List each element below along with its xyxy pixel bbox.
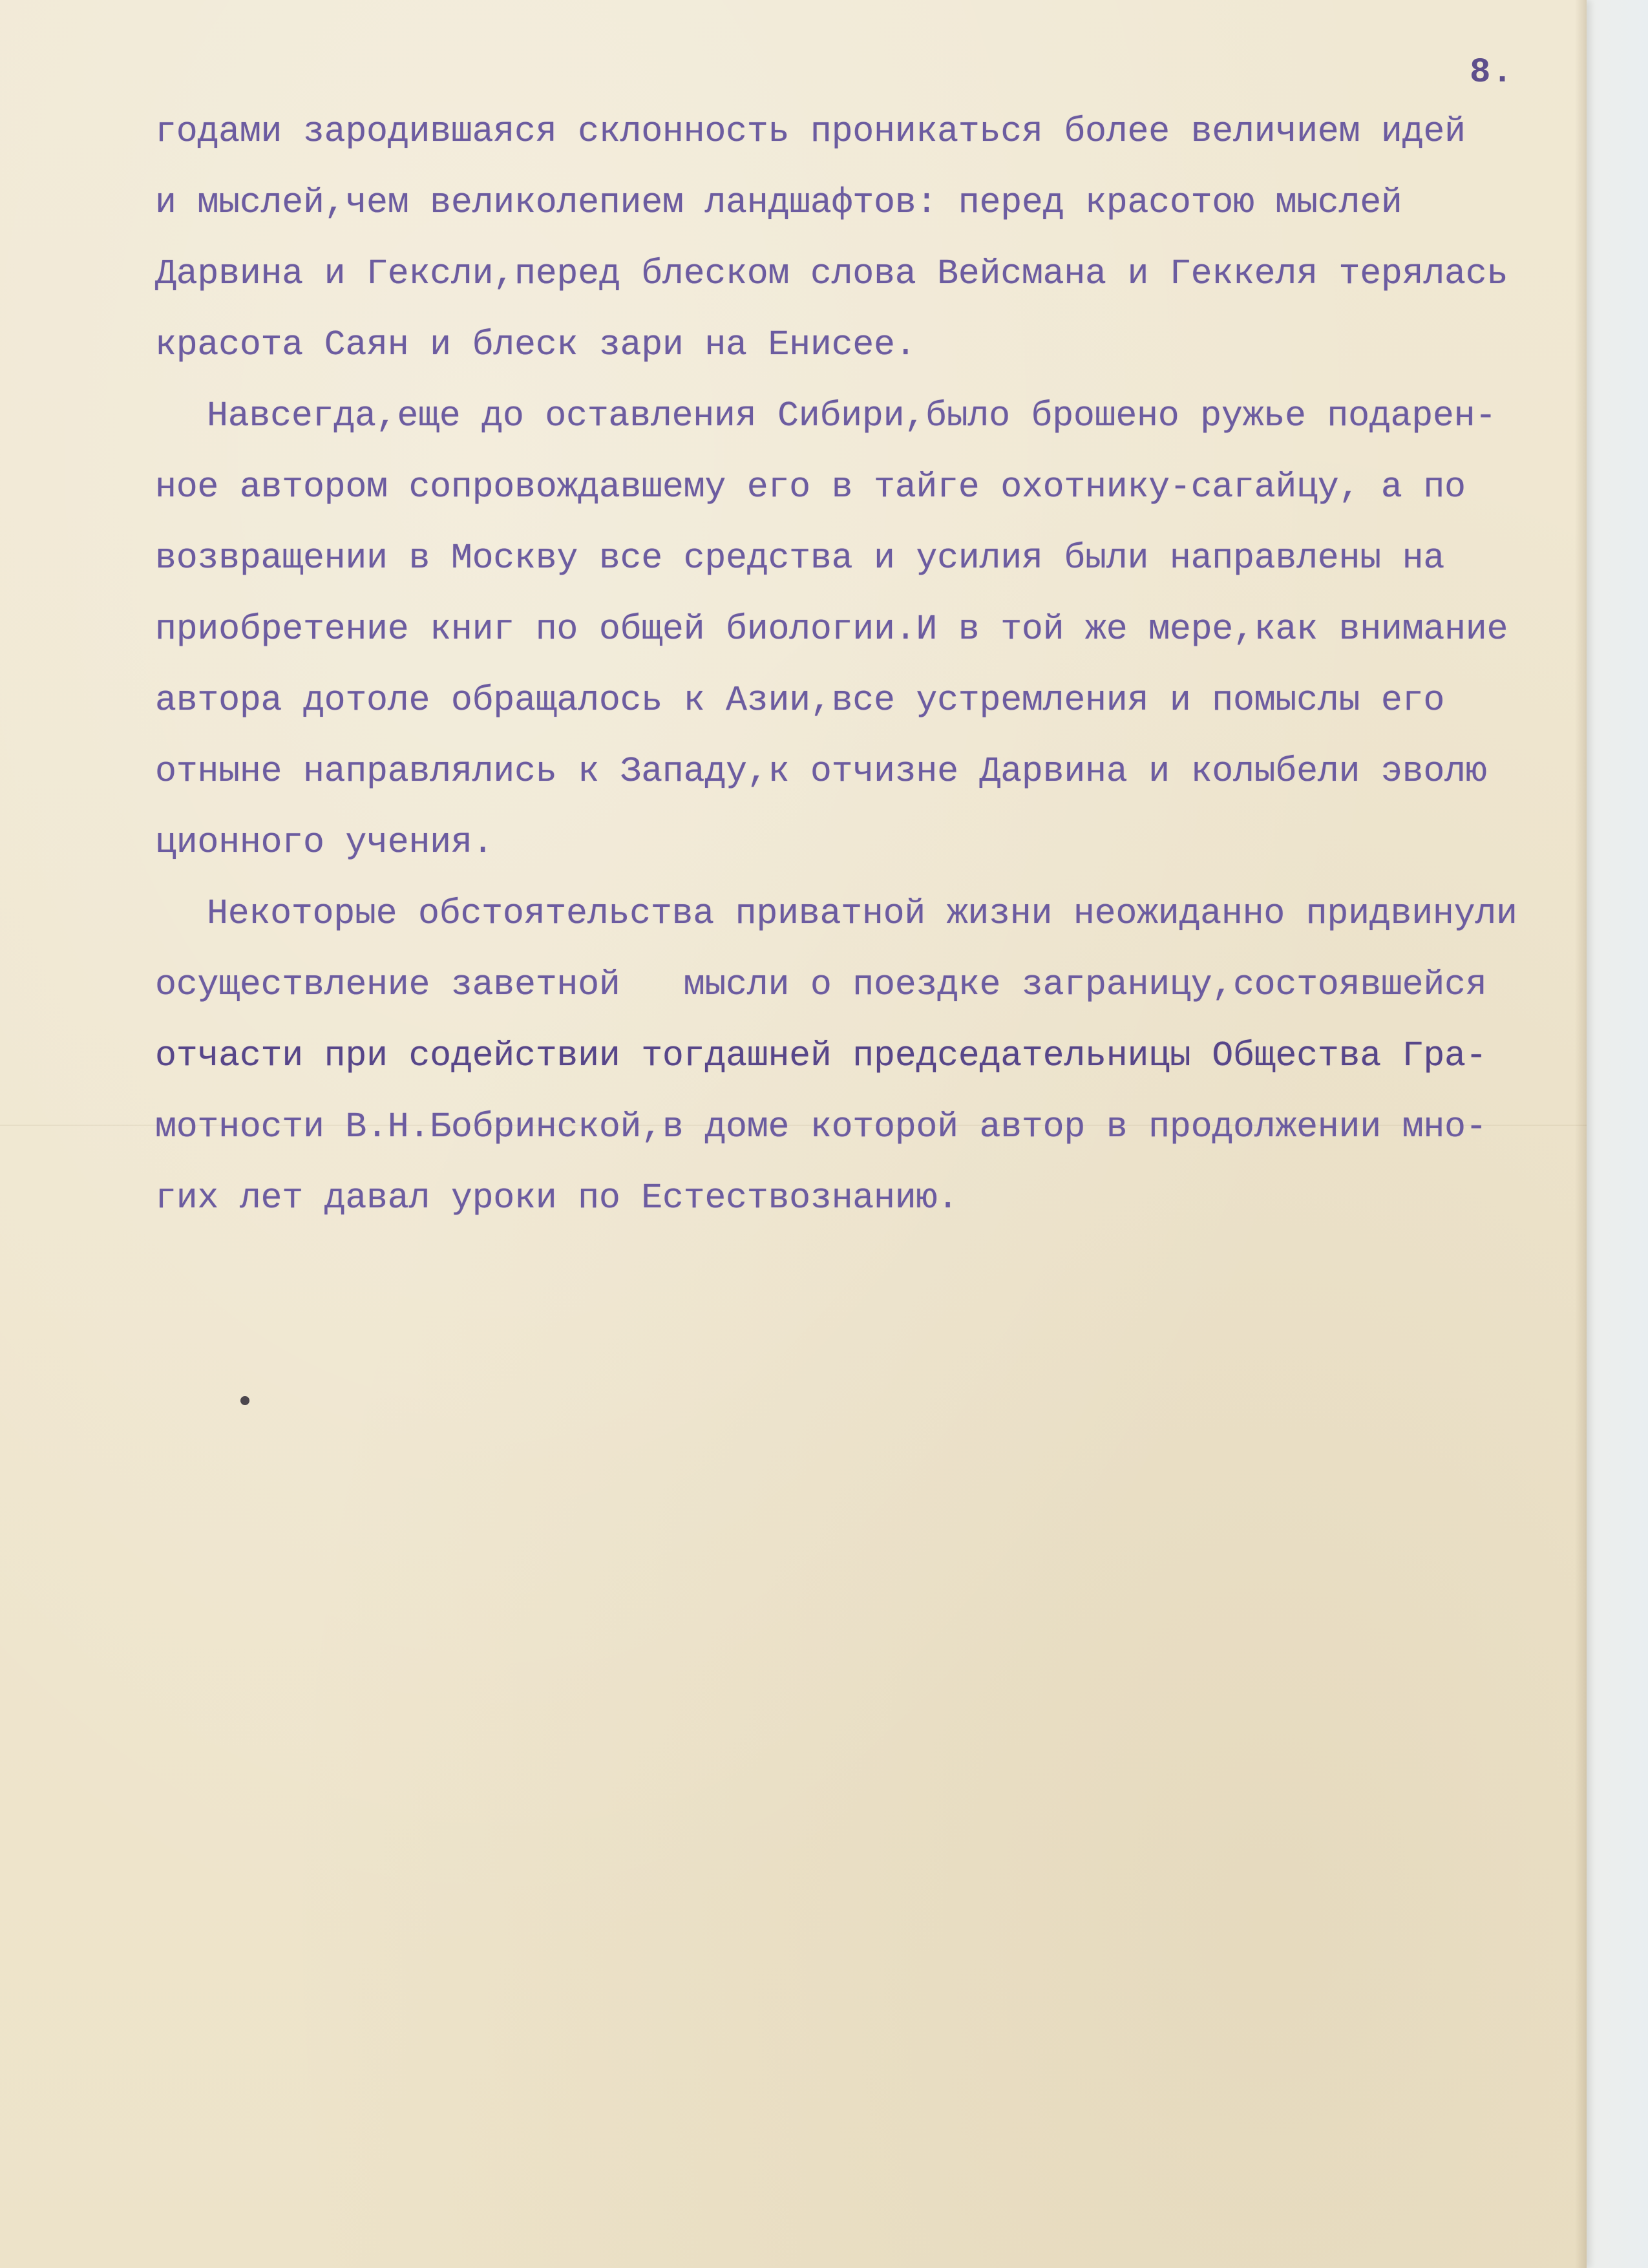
text-line-13: осуществление заветной мысли о поездке заграницу,состоявшейся [155, 964, 1487, 1005]
text-line-15: мотности В.Н.Бобринской,в доме которой автор в продолжении мно- [155, 1106, 1487, 1147]
text-line-1: годами зародившаяся склонность проникаться более величием идей [155, 111, 1466, 152]
text-line-10: отныне направлялись к Западу,к отчизне Дарвина и колыбели эволю [155, 750, 1487, 792]
ink-dot [240, 1396, 249, 1405]
text-line-2: и мыслей,чем великолепием ландшафтов: перед красотою мыслей [155, 182, 1402, 223]
text-line-6: ное автором сопровождавшему его в тайге охотнику-сагайцу, а по [155, 466, 1466, 507]
paragraph-3-first-line: Некоторые обстоятельства приватной жизни неожиданно придвинули [207, 893, 1517, 934]
text-line-14: отчасти при содействии тогдашней председательницы Общества Гра- [155, 1035, 1487, 1076]
typewritten-text [155, 96, 1538, 1233]
text-line-3: Дарвина и Гексли,перед блеском слова Вейсмана и Геккеля терялась [155, 253, 1508, 294]
paragraph-2-first-line: Навсегда,еще до оставления Сибири,было брошено ружье подарен- [207, 395, 1497, 436]
text-line-8: приобретение книг по общей биологии.И в той же мере,как внимание [155, 608, 1508, 650]
text-line-16: гих лет давал уроки по Естествознанию. [155, 1177, 958, 1218]
text-line-11: ционного учения. [155, 821, 494, 863]
text-line-4: красота Саян и блеск зари на Енисее. [155, 324, 916, 365]
text-line-7: возвращении в Москву все средства и усилия были направлены на [155, 537, 1445, 578]
page-number: 8. [1470, 53, 1514, 92]
text-line-9: автора дотоле обращалось к Азии,все устремления и помыслы его [155, 679, 1445, 721]
